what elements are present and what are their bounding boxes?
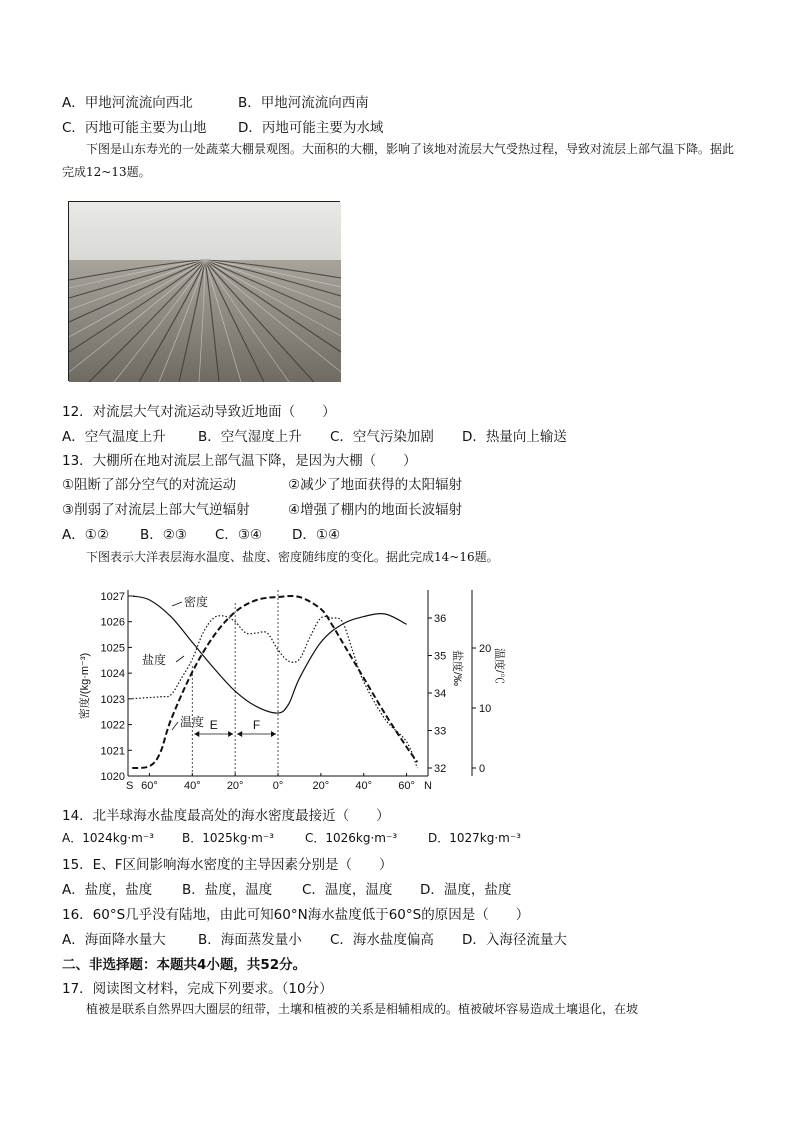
zone-arrowhead xyxy=(194,731,199,737)
q12-option-b: B．空气湿度上升 xyxy=(198,429,302,445)
lat-tick-label: S xyxy=(126,780,134,792)
q11-option-b: B．甲地河流流向西南 xyxy=(238,95,369,111)
lat-tick-label: 40° xyxy=(355,780,373,792)
density-tick-label: 1023 xyxy=(100,693,125,706)
lat-tick-label: 0° xyxy=(272,780,284,792)
lat-tick-label: 60° xyxy=(141,780,158,792)
greenhouse-photo xyxy=(68,201,340,381)
zone-label: F xyxy=(252,718,261,732)
chart-frame xyxy=(128,590,472,776)
q16-option-d: D．入海径流量大 xyxy=(462,932,567,948)
q13-statement-3: ③削弱了对流层上部大气逆辐射 xyxy=(62,502,250,518)
q16-option-b: B．海面蒸发量小 xyxy=(198,932,302,948)
chart-zones xyxy=(192,590,278,776)
zone-arrowhead xyxy=(237,731,242,737)
q13-statement-1: ①阻断了部分空气的对流运动 xyxy=(62,477,237,493)
q12-option-d: D．热量向上输送 xyxy=(462,429,567,445)
zone-label: E xyxy=(209,718,218,732)
lat-tick-label: N xyxy=(424,780,432,792)
intro-14-16: 下图表示大洋表层海水温度、盐度、密度随纬度的变化。据此完成14~16题。 xyxy=(86,550,499,564)
density-tick-label: 1020 xyxy=(100,771,125,783)
greenhouse-photo-drawing xyxy=(69,202,341,382)
density-axis-title: 密度/(kg·m⁻³) xyxy=(79,652,91,720)
zone-arrowhead xyxy=(228,731,233,737)
q15-option-c: C．温度，温度 xyxy=(302,882,393,898)
temperature-axis-title: 温度/℃ xyxy=(493,647,505,685)
q16-stem: 16．60°S几乎没有陆地，由此可知60°N海水盐度低于60°S的原因是（ ） xyxy=(62,907,530,923)
q14-stem: 14．北半球海水盐度最高处的海水密度最接近（ ） xyxy=(62,808,390,824)
density-tick-label: 1022 xyxy=(100,719,125,732)
temperature-tick-label: 20 xyxy=(479,643,492,655)
zone-arrowhead xyxy=(271,731,276,737)
q16-option-a: A．海面降水量大 xyxy=(62,932,166,948)
q12-stem: 12．对流层大气对流运动导致近地面（ ） xyxy=(62,404,336,420)
q17-text: 植被是联系自然界四大圈层的纽带，土壤和植被的关系是相辅相成的。植被破坏容易造成土壤退化，在坡 xyxy=(86,1002,639,1016)
series-solid-line xyxy=(132,596,406,713)
q14-option-a: A．1024kg·m⁻³ xyxy=(62,831,154,845)
chart-ticks xyxy=(101,591,492,792)
salinity-tick-label: 33 xyxy=(434,725,447,738)
q12-option-c: C．空气污染加剧 xyxy=(330,429,434,445)
q15-option-a: A．盐度，盐度 xyxy=(62,882,153,898)
salinity-tick-label: 32 xyxy=(434,763,447,775)
salinity-axis-title: 盐度/‰ xyxy=(451,649,463,687)
temperature-tick-label: 10 xyxy=(479,703,492,715)
lat-tick-label: 20° xyxy=(226,780,244,792)
intro-12-13: 下图是山东寿光的一处蔬菜大棚景观图。大面积的大棚，影响了该地对流层大气受热过程，导致对流层上部气温下降。据此完成12~13题。 xyxy=(62,142,735,179)
salinity-tick-label: 36 xyxy=(434,613,447,625)
q16-option-c: C．海水盐度偏高 xyxy=(330,932,434,948)
q12-option-a: A．空气温度上升 xyxy=(62,429,166,445)
q15-option-d: D．温度，盐度 xyxy=(420,882,512,898)
q13-option-b: B．②③ xyxy=(140,527,187,543)
series-label: 温度 xyxy=(180,715,205,729)
lat-tick-label: 20° xyxy=(312,780,330,792)
q14-option-c: C．1026kg·m⁻³ xyxy=(305,831,398,845)
salinity-tick-label: 34 xyxy=(434,688,447,700)
q14-option-d: D．1027kg·m⁻³ xyxy=(428,831,521,845)
section-heading: 二、非选择题：本题共4小题，共52分。 xyxy=(62,957,307,973)
lat-tick-label: 60° xyxy=(398,780,415,792)
density-tick-label: 1027 xyxy=(100,591,125,603)
temperature-tick-label: 0 xyxy=(479,763,486,775)
q13-option-d: D．①④ xyxy=(292,527,341,543)
ocean-chart xyxy=(76,580,505,800)
q11-option-a: A．甲地河流流向西北 xyxy=(62,95,193,111)
q17-stem: 17．阅读图文材料，完成下列要求。（10分） xyxy=(62,981,333,997)
density-tick-label: 1021 xyxy=(100,745,125,758)
q11-option-c: C．丙地可能主要为山地 xyxy=(62,120,207,136)
q13-option-c: C．③④ xyxy=(215,527,263,543)
lat-tick-label: 40° xyxy=(183,780,201,792)
chart-series xyxy=(132,596,417,768)
q15-option-b: B．盐度，温度 xyxy=(182,882,273,898)
series-label-leader xyxy=(176,656,184,662)
series-dotted-line xyxy=(132,616,417,768)
series-label: 密度 xyxy=(184,595,209,609)
q13-stem: 13．大棚所在地对流层上部气温下降，是因为大棚（ ） xyxy=(62,453,417,469)
series-label-leader xyxy=(172,722,178,730)
q13-option-a: A．①② xyxy=(62,527,109,543)
density-tick-label: 1024 xyxy=(100,668,125,681)
q11-option-d: D．丙地可能主要为水域 xyxy=(238,120,384,136)
series-label: 盐度 xyxy=(142,653,167,667)
q15-stem: 15．E、F区间影响海水密度的主导因素分别是（ ） xyxy=(62,857,393,873)
q13-statement-2: ②减少了地面获得的太阳辐射 xyxy=(288,477,463,493)
density-tick-label: 1026 xyxy=(100,616,125,629)
series-label-leader xyxy=(172,602,182,606)
q14-option-b: B．1025kg·m⁻³ xyxy=(182,831,274,845)
salinity-tick-label: 35 xyxy=(434,650,447,663)
density-tick-label: 1025 xyxy=(100,642,125,655)
q13-statement-4: ④增强了棚内的地面长波辐射 xyxy=(288,502,463,518)
